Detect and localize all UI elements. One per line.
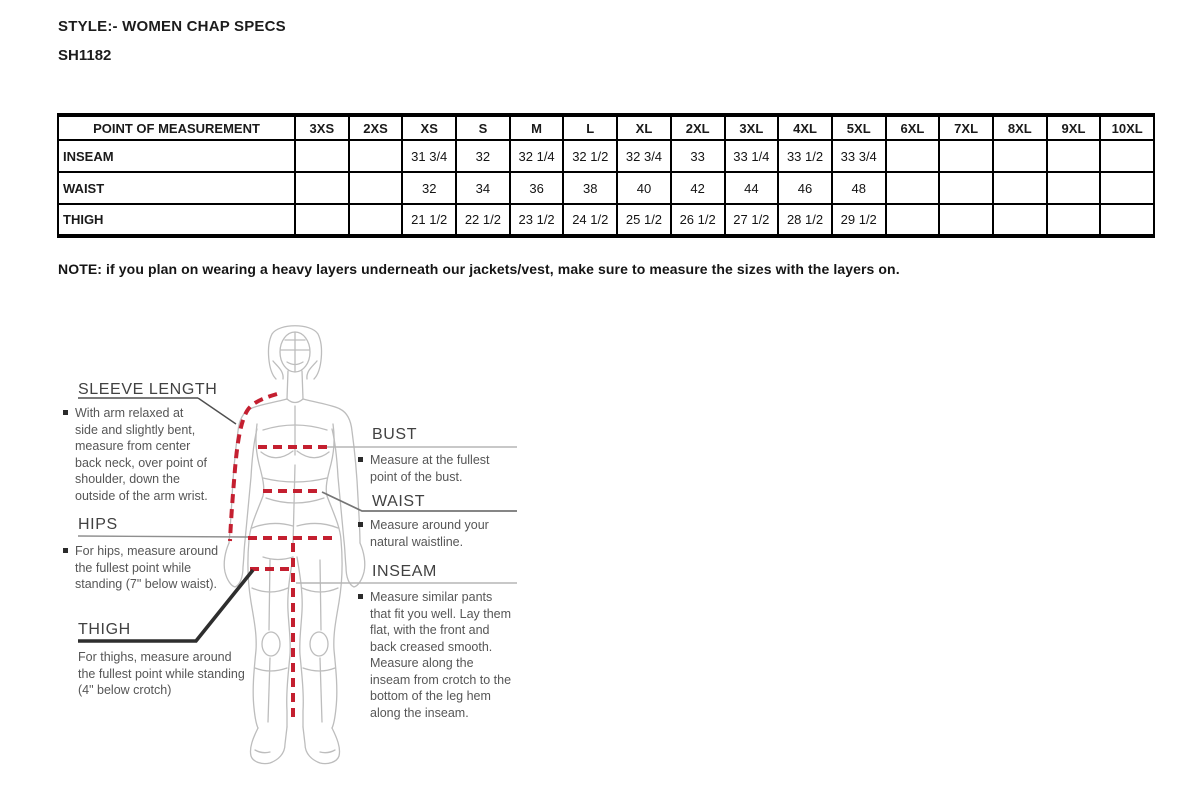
size-cell: 33 1/2 bbox=[778, 140, 832, 172]
column-header-3xs: 3XS bbox=[295, 115, 349, 140]
size-cell: 48 bbox=[832, 172, 886, 204]
note-text: NOTE: if you plan on wearing a heavy layers underneath our jackets/vest, make sure to measure the sizes with the layers on. bbox=[58, 261, 900, 277]
row-label-waist: WAIST bbox=[58, 172, 295, 204]
column-header-s: S bbox=[456, 115, 510, 140]
column-header-2xl: 2XL bbox=[671, 115, 725, 140]
column-header-2xs: 2XS bbox=[349, 115, 403, 140]
column-header-10xl: 10XL bbox=[1100, 115, 1154, 140]
waist-label: WAIST bbox=[372, 493, 426, 510]
hips-label: HIPS bbox=[78, 516, 118, 533]
size-cell: 36 bbox=[510, 172, 564, 204]
sleeve-length-label: SLEEVE LENGTH bbox=[78, 381, 218, 398]
size-cell: 33 bbox=[671, 140, 725, 172]
row-label-thigh: THIGH bbox=[58, 204, 295, 236]
size-cell: 38 bbox=[563, 172, 617, 204]
column-header-l: L bbox=[563, 115, 617, 140]
size-cell: 29 1/2 bbox=[832, 204, 886, 236]
bullet-square-icon bbox=[358, 522, 363, 527]
size-cell: 25 1/2 bbox=[617, 204, 671, 236]
column-header-xs: XS bbox=[402, 115, 456, 140]
size-cell: 32 bbox=[402, 172, 456, 204]
size-cell: 42 bbox=[671, 172, 725, 204]
size-cell: 44 bbox=[725, 172, 779, 204]
row-label-inseam: INSEAM bbox=[58, 140, 295, 172]
column-header-9xl: 9XL bbox=[1047, 115, 1101, 140]
size-cell: 21 1/2 bbox=[402, 204, 456, 236]
inseam-description: Measure similar pants that fit you well. Lay them flat, with the front and back creased smooth. Measure along the inseam from crotch to the bottom of the leg hem along the inseam. bbox=[358, 589, 516, 721]
column-header-m: M bbox=[510, 115, 564, 140]
size-cell: 22 1/2 bbox=[456, 204, 510, 236]
bullet-square-icon bbox=[63, 410, 68, 415]
size-cell: 40 bbox=[617, 172, 671, 204]
hips-description: For hips, measure around the fullest point while standing (7" below waist). bbox=[63, 543, 219, 593]
column-header-7xl: 7XL bbox=[939, 115, 993, 140]
sleeve-length-measure-line bbox=[230, 394, 277, 541]
bust-description: Measure at the fullest point of the bust. bbox=[358, 452, 498, 485]
size-cell: 33 3/4 bbox=[832, 140, 886, 172]
column-header-xl: XL bbox=[617, 115, 671, 140]
size-cell: 28 1/2 bbox=[778, 204, 832, 236]
size-cell: 46 bbox=[778, 172, 832, 204]
size-cell: 32 bbox=[456, 140, 510, 172]
bullet-square-icon bbox=[358, 457, 363, 462]
bullet-square-icon bbox=[63, 548, 68, 553]
size-cell: 33 1/4 bbox=[725, 140, 779, 172]
column-header-point-of-measurement: POINT OF MEASUREMENT bbox=[58, 115, 295, 140]
size-cell: 27 1/2 bbox=[725, 204, 779, 236]
bust-label: BUST bbox=[372, 426, 418, 443]
thigh-label: THIGH bbox=[78, 621, 131, 638]
column-header-6xl: 6XL bbox=[886, 115, 940, 140]
style-code: SH1182 bbox=[58, 47, 112, 64]
inseam-label: INSEAM bbox=[372, 563, 437, 580]
size-cell: 23 1/2 bbox=[510, 204, 564, 236]
bullet-square-icon bbox=[358, 594, 363, 599]
size-cell: 32 1/2 bbox=[563, 140, 617, 172]
size-cell: 24 1/2 bbox=[563, 204, 617, 236]
column-header-8xl: 8XL bbox=[993, 115, 1047, 140]
size-cell: 34 bbox=[456, 172, 510, 204]
sleeve-length-description: With arm relaxed at side and slightly bent, measure from center back neck, over point of shoulder, down the outside of the arm wrist. bbox=[63, 405, 209, 504]
column-header-3xl: 3XL bbox=[725, 115, 779, 140]
size-cell: 32 3/4 bbox=[617, 140, 671, 172]
size-cell: 32 1/4 bbox=[510, 140, 564, 172]
size-cell: 31 3/4 bbox=[402, 140, 456, 172]
size-cell: 26 1/2 bbox=[671, 204, 725, 236]
page-title: STYLE:- WOMEN CHAP SPECS bbox=[58, 18, 286, 35]
thigh-description: For thighs, measure around the fullest point while standing (4" below crotch) bbox=[78, 650, 245, 697]
column-header-4xl: 4XL bbox=[778, 115, 832, 140]
hips-pointer-line bbox=[78, 536, 248, 537]
waist-description: Measure around your natural waistline. bbox=[358, 517, 492, 550]
column-header-5xl: 5XL bbox=[832, 115, 886, 140]
